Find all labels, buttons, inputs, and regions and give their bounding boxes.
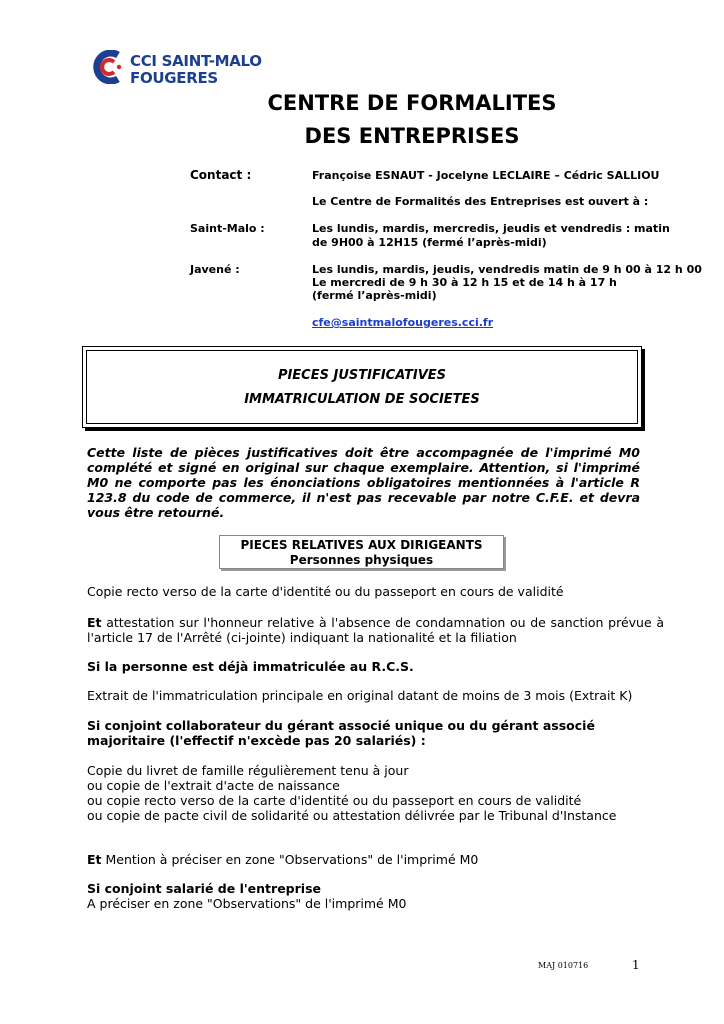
contact-names: Françoise ESNAUT - Jocelyne LECLAIRE – Cédric SALLIOU	[312, 169, 660, 182]
paragraph-attestation	[87, 615, 664, 645]
paragraph-extrait-k: Extrait de l'immatriculation principale en original datant de moins de 3 mois (Extrait K)	[87, 688, 633, 703]
attestation-text: attestation sur l'honneur relative à l'absence de condamnation ou de sanction prévue à l'article 17 de l'Arrêté (ci-jointe) indiquant la nationalité et la filiation	[87, 615, 664, 645]
javene-label: Javené :	[190, 263, 240, 276]
heading-conjoint-salarie: Si conjoint salarié de l'entreprise	[87, 881, 321, 896]
cci-logo	[92, 50, 262, 90]
list-item: Copie du livret de famille régulièrement tenu à jour	[87, 763, 409, 778]
page-title-line2: DES ENTREPRISES	[304, 124, 520, 148]
logo-text-line1: CCI SAINT-MALO	[130, 52, 262, 70]
saint-malo-hours-line1: Les lundis, mardis, mercredis, jeudis et vendredis : matin	[312, 222, 670, 235]
saint-malo-hours-line2: de 9H00 à 12H15 (fermé l’après-midi)	[312, 236, 547, 249]
box-title-line1: PIECES JUSTIFICATIVES	[277, 368, 447, 383]
intro-paragraph: Cette liste de pièces justificatives doit être accompagnée de l'imprimé M0 complété et signé en original sur chaque exemplaire. Attention, si l'imprimé M0 ne comporte pas les énonciations obligatoires mentionnées à l'article R 123.8 du code de commerce, il n'est pas recevable par notre C.F.E. et devra vous être retourné.	[87, 445, 640, 520]
opening-intro: Le Centre de Formalités des Entreprises est ouvert à :	[312, 195, 649, 208]
saint-malo-label: Saint-Malo :	[190, 222, 265, 235]
box-title-line2: IMMATRICULATION DE SOCIETES	[244, 392, 480, 407]
javene-hours-line2: Le mercredi de 9 h 30 à 12 h 15 et de 14 h à 17 h	[312, 276, 617, 289]
section-heading-box	[219, 535, 504, 569]
paragraph-observations: A préciser en zone "Observations" de l'imprimé M0	[87, 896, 407, 911]
contact-email-link[interactable]: cfe@saintmalofougeres.cci.fr	[312, 316, 494, 329]
javene-hours-line1: Les lundis, mardis, jeudis, vendredis matin de 9 h 00 à 12 h 00	[312, 263, 702, 276]
et-keyword: Et	[87, 615, 102, 630]
list-item: ou copie recto verso de la carte d'identité ou du passeport en cours de validité	[87, 793, 582, 808]
footer-update-code: MAJ 010716	[538, 961, 589, 970]
page-title-line1: CENTRE DE FORMALITES	[267, 91, 557, 115]
paragraph-id-copy: Copie recto verso de la carte d'identité ou du passeport en cours de validité	[87, 584, 564, 599]
page-number: 1	[632, 958, 640, 972]
heading-already-registered: Si la personne est déjà immatriculée au R.C.S.	[87, 659, 414, 674]
section-heading-line1: PIECES RELATIVES AUX DIRIGEANTS	[240, 538, 483, 552]
paragraph-mention	[87, 852, 664, 867]
list-item: ou copie de pacte civil de solidarité ou attestation délivrée par le Tribunal d'Instance	[87, 808, 617, 823]
javene-hours-line3: (fermé l’après-midi)	[312, 289, 437, 302]
heading-conjoint-collaborateur: Si conjoint collaborateur du gérant associé unique ou du gérant associé majoritaire (l'effectif n'excède pas 20 salariés) :	[87, 718, 595, 748]
justificatives-box	[82, 346, 642, 428]
cci-logo-icon	[92, 50, 126, 84]
contact-label: Contact :	[190, 168, 252, 182]
list-item: ou copie de l'extrait d'acte de naissance	[87, 778, 340, 793]
et-keyword: Et	[87, 852, 102, 867]
logo-text-line2: FOUGERES	[130, 69, 218, 87]
mention-text: Mention à préciser en zone "Observations" de l'imprimé M0	[101, 852, 479, 867]
section-heading-line2: Personnes physiques	[289, 553, 434, 567]
